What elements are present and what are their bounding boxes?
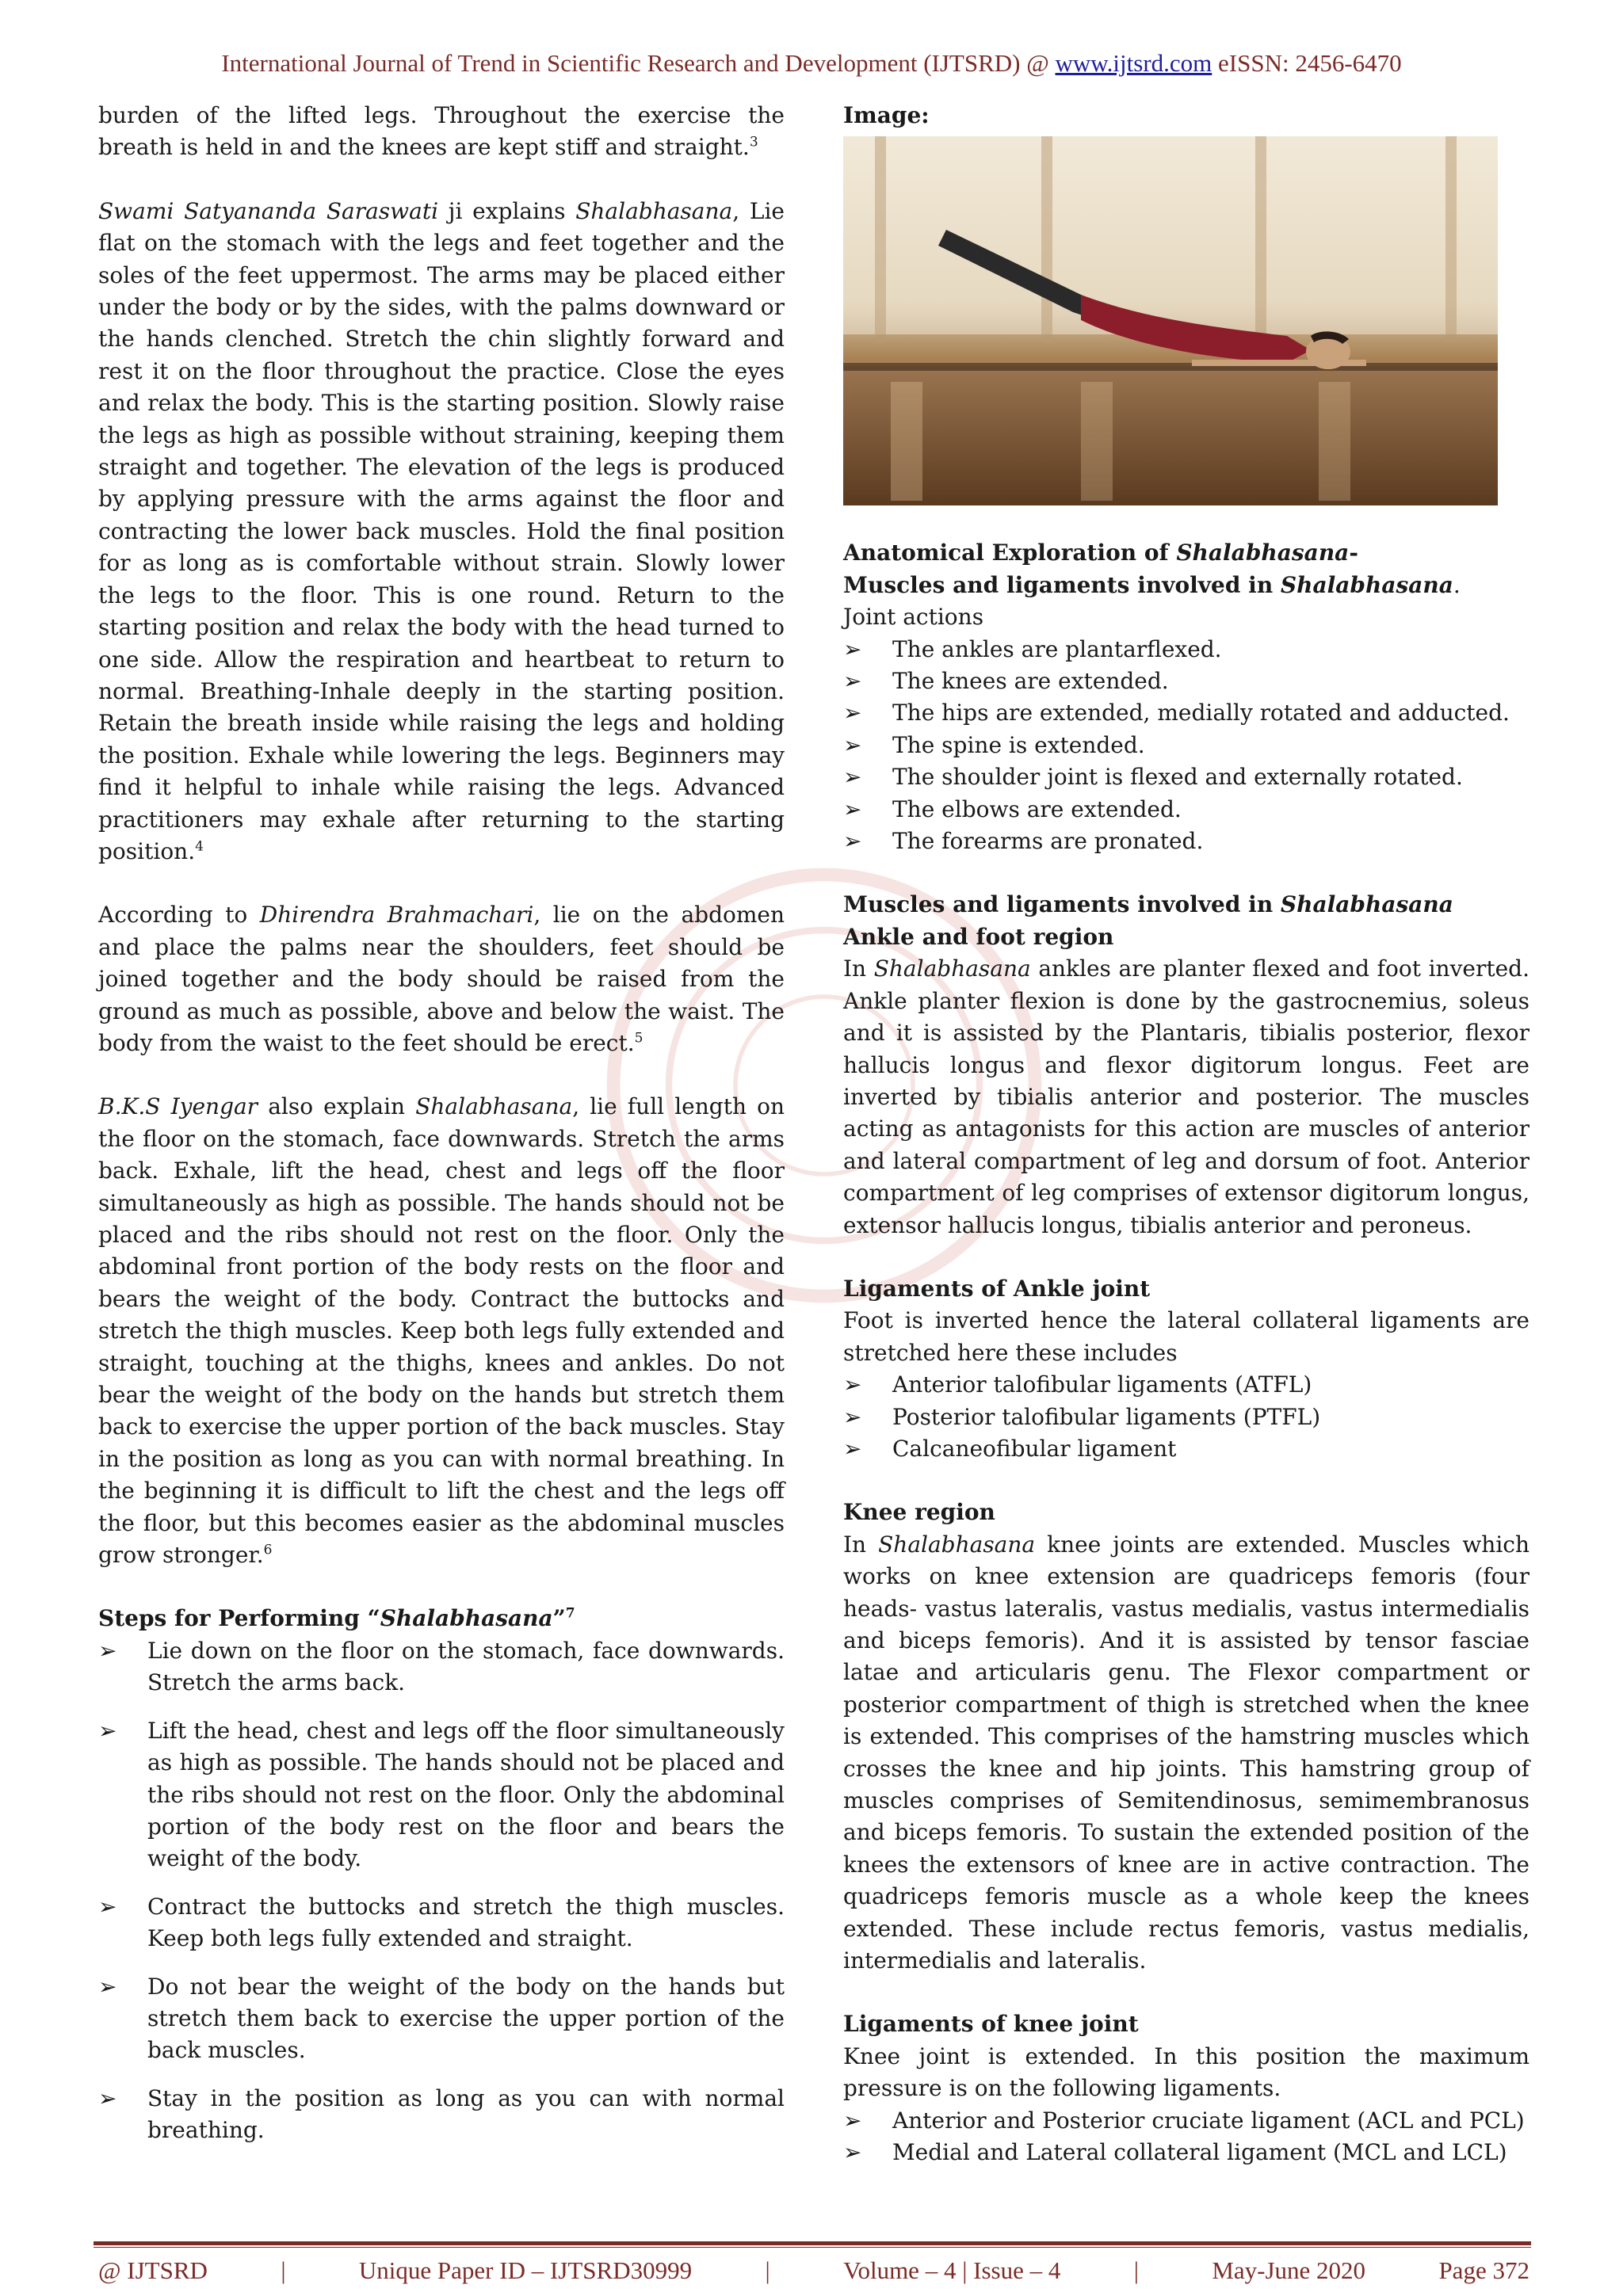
arrow-bullet-icon: ➢ — [843, 764, 862, 791]
ankle-ligament-list — [843, 1369, 1529, 1465]
citation-ref[interactable]: 3 — [749, 135, 758, 151]
knee-ligament-list — [843, 2105, 1529, 2169]
footer-date: May-June 2020 — [1212, 2256, 1366, 2284]
running-footer — [98, 2256, 1529, 2285]
paragraph: Foot is inverted hence the lateral collateral ligaments are stretched here these includes — [843, 1307, 1529, 1366]
list-item: ➢ Contract the buttocks and stretch the thigh muscles. Keep both legs fully extended and straight. — [98, 1891, 785, 1955]
list-item: ➢ The forearms are pronated. — [843, 826, 1529, 857]
arrow-bullet-icon: ➢ — [843, 1403, 862, 1430]
paragraph: Swami Satyananda Saraswati ji explains Shalabhasana, Lie flat on the stomach with the legs and feet together and the soles of the feet uppermost. The arms may be placed either under the body or by the sides, with the palms downward or the hands clenched. Stretch the chin slightly forward and rest it on the floor throughout the practice. Close the eyes and relax the body. This is the starting position. Slowly raise the legs as high as possible without straining, keeping them straight and together. The elevation of the legs is produced by applying pressure with the arms against the floor and contracting the lower back muscles. Hold the final position for as long as is comfortable without strain. Slowly lower the legs to the floor. This is one round. Return to the starting position and relax the body with the head turned to one side. Allow the respiration and heartbeat to return to normal. Breathing-Inhale deeply in the starting position. Retain the breath inside while raising the legs and holding the position. Exhale while lowering the legs. Beginners may find it helpful to inhale while raising the legs. Advanced practitioners may exhale after returning to the starting position.$^4$ — [98, 197, 785, 864]
paragraph: According to Dhirendra Brahmachari, lie on the abdomen and place the palms near the shoulders, feet should be joined together and the body should be raised from the ground as much as possible, above and below the waist. The body from the waist to the feet should be erect.$^5$ — [98, 902, 785, 1056]
arrow-bullet-icon: ➢ — [98, 1637, 117, 1664]
footer-page-number: Page 372 — [1438, 2256, 1529, 2284]
steps-list — [98, 1635, 785, 2147]
section-heading: Muscles and ligaments involved in Shalabhasana. — [843, 571, 1461, 598]
list-item: ➢ Calcaneofibular ligament — [843, 1433, 1529, 1465]
arrow-bullet-icon: ➢ — [843, 828, 862, 855]
section-heading: Anatomical Exploration of Shalabhasana- — [843, 540, 1358, 566]
footer-org: @ IJTSRD — [98, 2256, 208, 2284]
arrow-bullet-icon: ➢ — [98, 2084, 117, 2111]
list-item: ➢ The elbows are extended. — [843, 794, 1529, 826]
citation-ref[interactable]: 5 — [634, 1030, 643, 1047]
arrow-bullet-icon: ➢ — [98, 1717, 117, 1744]
paragraph: B.K.S Iyengar also explain Shalabhasana, lie full length on the floor on the stomach, face downwards. Stretch the arms back. Exhale, lift the head, chest and legs off the floor simultaneously as high as possible. The hands should not be placed and the ribs should not rest on the floor. Only the abdominal front portion of the body rests on the floor and bears the weight of the body. Contract the buttocks and stretch the thigh muscles. Keep both legs fully extended and straight, touching at the thighs, knees and ankles. Do not bear the weight of the body on the hands but stretch them back to exercise the upper portion of the back muscles. Stay in the position as long as you can with normal breathing. In the beginning it is difficult to lift the chest and the legs off the floor, but this becomes easier as the abdominal muscles grow stronger.$^6$ — [98, 1093, 785, 1569]
citation-ref[interactable]: 4 — [195, 838, 204, 855]
list-item: ➢ Do not bear the weight of the body on the hands but stretch them back to exercise the upper portion of the back muscles. — [98, 1971, 785, 2067]
yoga-pose-illustration — [843, 136, 1498, 505]
issn: eISSN: 2456-6470 — [1212, 49, 1402, 77]
list-item: ➢ The spine is extended. — [843, 730, 1529, 761]
right-column — [843, 100, 1529, 2169]
footer-volume: Volume – 4 | Issue – 4 — [843, 2256, 1061, 2284]
paragraph: burden of the lifted legs. Throughout the exercise the breath is held in and the knees are kept stiff and straight.$^3$ — [98, 102, 785, 161]
arrow-bullet-icon: ➢ — [98, 1973, 117, 2000]
arrow-bullet-icon: ➢ — [843, 2139, 862, 2166]
subsection-heading: Ligaments of Ankle joint — [843, 1275, 1151, 1302]
shalabhasana-photo — [843, 136, 1498, 505]
arrow-bullet-icon: ➢ — [843, 2107, 862, 2134]
footer-separator: | — [1133, 2256, 1139, 2284]
joint-actions-list — [843, 634, 1529, 858]
list-item: ➢ Anterior and Posterior cruciate ligament (ACL and PCL) — [843, 2105, 1529, 2137]
paragraph: In Shalabhasana knee joints are extended. Muscles which works on knee extension are quadriceps femoris (four heads- vastus lateralis, vastus medialis, vastus intermedialis and biceps femoris). And it is assisted by tensor fasciae latae and articularis genu. The Flexor compartment or posterior compartment of thigh is stretched when the knee is extended. This comprises of the hamstring muscles which crosses the knee and hip joints. This hamstring group of muscles comprises of Semitendinosus, semimembranosus and biceps femoris. To sustain the extended position of the knees the extensors of knee are in active contraction. The quadriceps femoris muscle as a whole keep the knees extended. These include rectus femoris, vastus medialis, intermedialis and lateralis. — [843, 1531, 1529, 1974]
joint-actions-label: Joint actions — [843, 604, 984, 631]
paragraph: Knee joint is extended. In this position the maximum pressure is on the following ligaments. — [843, 2042, 1529, 2102]
footer-separator: | — [281, 2256, 286, 2284]
list-item: ➢ Lie down on the floor on the stomach, face downwards. Stretch the arms back. — [98, 1635, 785, 1699]
list-item: ➢ Stay in the position as long as you can with normal breathing. — [98, 2083, 785, 2147]
arrow-bullet-icon: ➢ — [843, 1435, 862, 1462]
paragraph: In Shalabhasana ankles are planter flexed and foot inverted. Ankle planter flexion is done by the gastrocnemius, soleus and it is assisted by the Plantaris, tibialis posterior, flexor hallucis longus and flexor digitorum longus. Feet are inverted by tibialis anterior and posterior. The muscles acting as antagonists for this action are muscles of anterior and lateral compartment of leg and dorsum of foot. Anterior compartment of leg comprises of extensor digitorum longus, extensor hallucis longus, tibialis anterior and peroneus. — [843, 955, 1529, 1238]
subsection-heading: Ligaments of knee joint — [843, 2011, 1139, 2038]
arrow-bullet-icon: ➢ — [843, 1371, 862, 1398]
section-heading: Muscles and ligaments involved in Shalabhasana — [843, 891, 1453, 918]
journal-url-link[interactable]: www.ijtsrd.com — [1055, 49, 1212, 77]
footer-separator: | — [765, 2256, 770, 2284]
footer-divider — [94, 2241, 1531, 2245]
arrow-bullet-icon: ➢ — [843, 668, 862, 695]
list-item: ➢ The hips are extended, medially rotated and adducted. — [843, 697, 1529, 729]
list-item: ➢ Anterior talofibular ligaments (ATFL) — [843, 1369, 1529, 1401]
list-item: ➢ Medial and Lateral collateral ligament (MCL and LCL) — [843, 2137, 1529, 2168]
footer-divider-thin — [94, 2247, 1531, 2248]
image-label: Image: — [843, 102, 930, 128]
list-item: ➢ The knees are extended. — [843, 666, 1529, 697]
journal-name: International Journal of Trend in Scientific Research and Development (IJTSRD) @ — [221, 49, 1056, 77]
subsection-heading: Ankle and foot region — [843, 923, 1114, 950]
footer-paper-id: Unique Paper ID – IJTSRD30999 — [358, 2256, 693, 2284]
citation-ref[interactable]: 6 — [263, 1542, 273, 1558]
running-header — [0, 49, 1623, 78]
arrow-bullet-icon: ➢ — [98, 1893, 117, 1920]
list-item: ➢ Posterior talofibular ligaments (PTFL) — [843, 1402, 1529, 1433]
arrow-bullet-icon: ➢ — [843, 795, 862, 822]
arrow-bullet-icon: ➢ — [843, 635, 862, 662]
steps-heading: Steps for Performing “Shalabhasana”$^7$ — [98, 1605, 575, 1632]
arrow-bullet-icon: ➢ — [843, 700, 862, 727]
list-item: ➢ Lift the head, chest and legs off the floor simultaneously as high as possible. The hands should not be placed and the ribs should not rest on the floor. Only the abdominal portion of the body rest on the floor and bears the weight of the body. — [98, 1715, 785, 1875]
list-item: ➢ The shoulder joint is flexed and externally rotated. — [843, 761, 1529, 793]
left-column — [98, 100, 785, 2147]
list-item: ➢ The ankles are plantarflexed. — [843, 634, 1529, 666]
arrow-bullet-icon: ➢ — [843, 731, 862, 758]
subsection-heading: Knee region — [843, 1499, 995, 1526]
